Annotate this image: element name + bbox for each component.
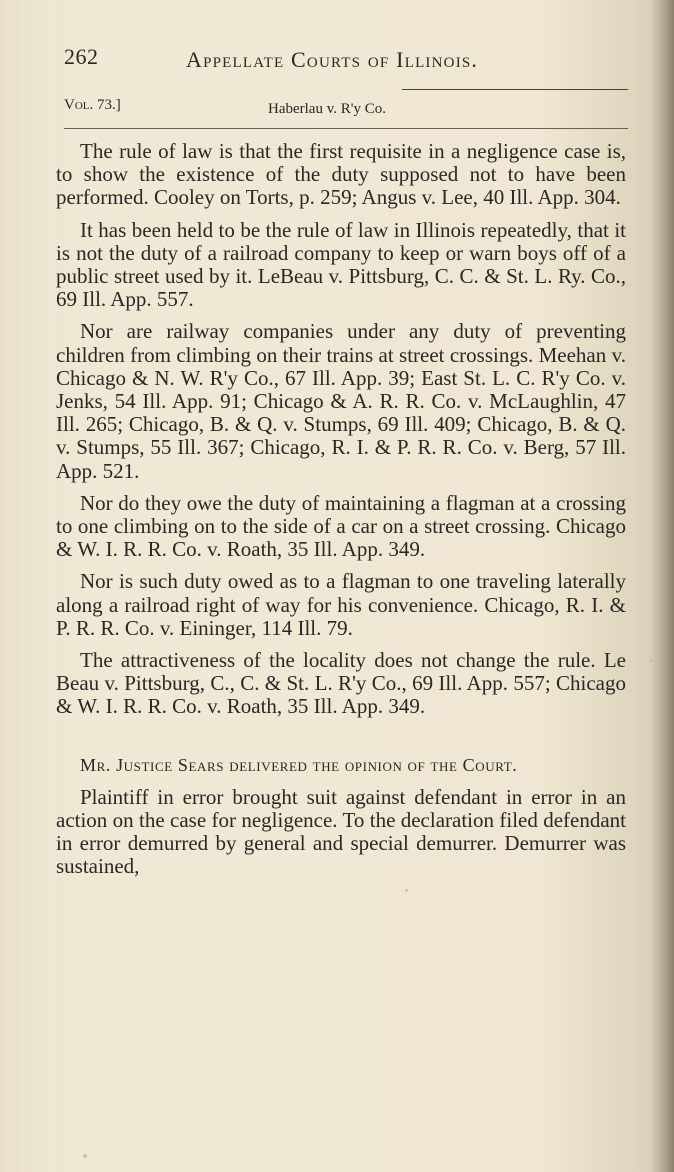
case-title: Haberlau v. R'y Co. (268, 101, 386, 117)
paper-spot (650, 660, 652, 662)
running-title: Appellate Courts of Illinois. (186, 47, 479, 72)
paragraph-children-climbing: Nor are railway companies under any duty of preventing children from climbing on their trains at street crossings. Meehan v. Chicago & N. W. R'y Co., 67 Ill. App. 39; East St. L. C. R'y Co. v. Jenks, 54 Ill. App. 91; Chicago & A. R. R. Co. v. McLaughlin, 47 Ill. 265; Chicago, B. & Q. v. Stumps, 69 Ill. 409; Chicago, B. & Q. v. Stumps, 55 Ill. 367; Chicago, R. I. & P. R. R. Co. v. Berg, 57 Ill. App. 521. (56, 319, 626, 483)
header-divider (402, 89, 628, 90)
paper-spot (83, 1154, 87, 1158)
page-header (0, 44, 674, 84)
volume-label: Vol. 73.] (64, 97, 121, 113)
paragraph-flagman-crossing: Nor do they owe the duty of maintaining a flagman at a crossing to one climbing on to the side of a car on a street crossing. Chicago & W. I. R. R. Co. v. Roath, 35 Ill. App. 349. (56, 490, 626, 562)
paragraph-attractiveness: The attractiveness of the locality does not change the rule. Le Beau v. Pittsburg, C., C. & St. L. R'y Co., 69 Ill. App. 557; Chicago & W. I. R. R. Co. v. Roath, 35 Ill. App. 349. (56, 648, 626, 719)
opinion-heading: Mr. Justice Sears delivered the opinion of the Court. (80, 754, 518, 775)
binding-shadow (652, 0, 674, 1172)
subhead-divider (64, 128, 628, 129)
page-number: 262 (64, 44, 99, 69)
paragraph-right-of-way: Nor is such duty owed as to a flagman to one traveling laterally along a railroad right of way for his convenience. Chicago, R. I. & P. R. R. Co. v. Eininger, 114 Ill. 79. (56, 569, 626, 640)
opinion-text: Plaintiff in error brought suit against defendant in error in an action on the case for negligence. To the declaration filed defendant in error demurred by general and special demurrer. Demurrer was sustained, (56, 784, 626, 879)
case-subhead (0, 95, 674, 125)
page-body (56, 140, 626, 887)
paragraph-duty-requisite: The rule of law is that the first requisite in a negligence case is, to show the existence of the duty supposed not to have been performed. Cooley on Torts, p. 259; Angus v. Lee, 40 Ill. App. 304. (56, 139, 626, 210)
paragraph-boys-on-street: It has been held to be the rule of law in Illinois repeatedly, that it is not the duty of a railroad company to keep or warn boys off of a public street used by it. LeBeau v. Pittsburg, C. C. & St. L. Ry. Co., 69 Ill. App. 557. (56, 217, 626, 312)
paper-spot (405, 889, 408, 892)
